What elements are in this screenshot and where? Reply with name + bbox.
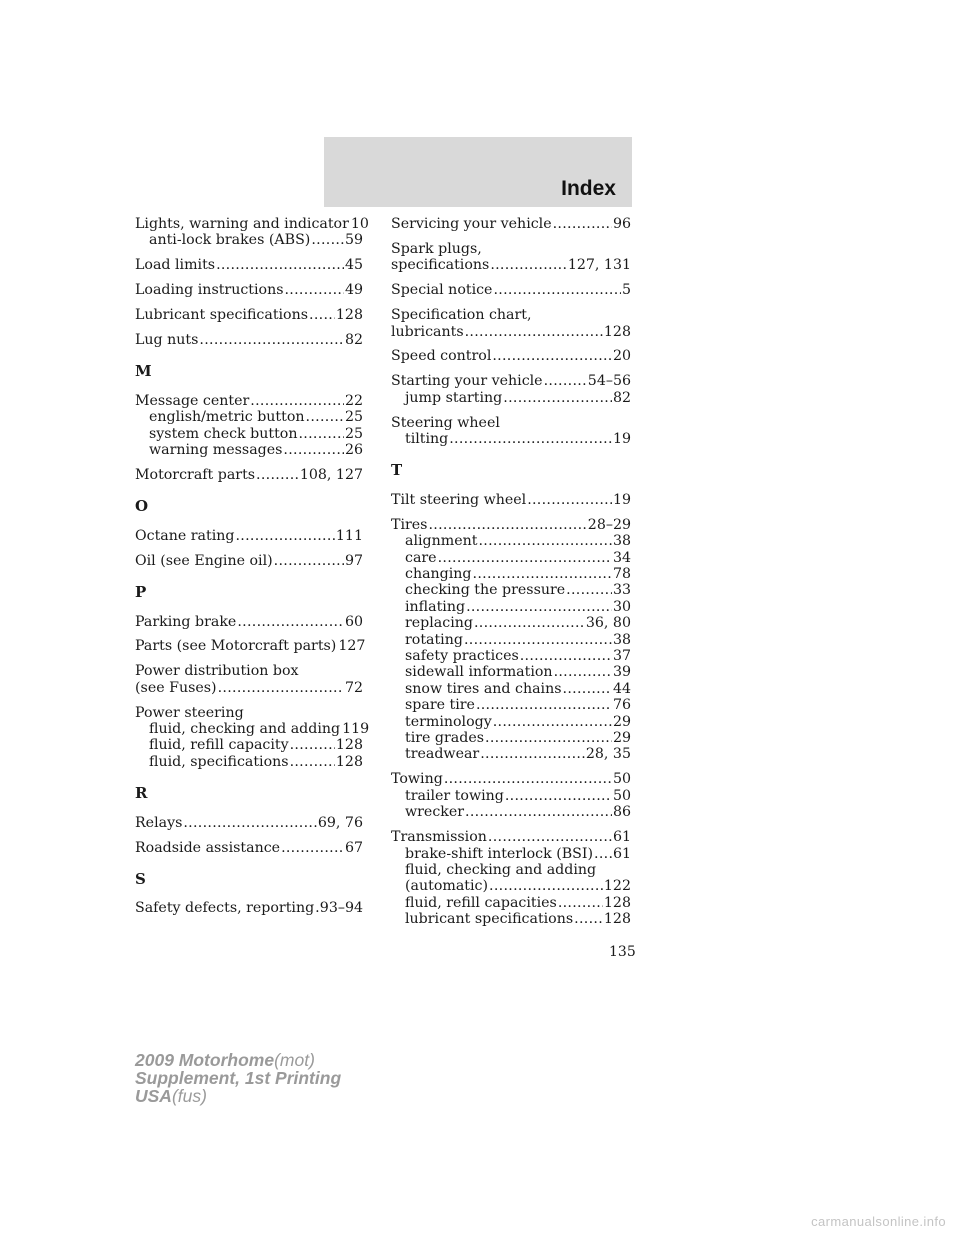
- footer-edition: Supplement, 1st Printing: [135, 1068, 342, 1088]
- index-pages: 39: [612, 664, 631, 681]
- index-heading: Spark plugs,: [391, 240, 482, 257]
- dot-leader: [256, 467, 299, 483]
- index-subentry: [391, 431, 631, 447]
- index-term: Lights, warning and indicator: [135, 216, 349, 232]
- index-entry: [135, 307, 363, 323]
- index-entry: [135, 257, 363, 273]
- index-subentry: [391, 714, 631, 730]
- index-pages: 96: [612, 216, 631, 232]
- index-subentry: [391, 566, 631, 582]
- section-letter: R: [135, 784, 148, 803]
- index-pages: 45: [344, 257, 363, 274]
- index-entry: [391, 771, 631, 787]
- index-pages: 29: [612, 730, 631, 747]
- index-pages: 127, 131: [567, 257, 631, 274]
- index-term: trailer towing: [405, 787, 504, 804]
- index-entry: [391, 324, 631, 340]
- index-term: care: [405, 549, 437, 566]
- index-subentry: [391, 533, 631, 549]
- index-pages: 69, 76: [317, 814, 363, 831]
- index-entry: [135, 614, 363, 630]
- index-term: Towing: [391, 771, 443, 788]
- index-term: inflating: [405, 598, 466, 615]
- index-term: lubricant specifications: [405, 911, 574, 928]
- index-subentry: [391, 878, 631, 894]
- index-entry: [135, 900, 363, 916]
- index-subentry: [391, 550, 631, 566]
- index-pages: 122: [603, 878, 631, 895]
- index-pages: 26: [344, 442, 363, 459]
- index-term: Parking brake: [135, 613, 237, 630]
- index-pages: 127: [338, 638, 366, 655]
- dot-leader: [466, 599, 612, 615]
- dot-leader: [290, 737, 335, 753]
- dot-leader: [485, 730, 612, 746]
- index-pages: 72: [344, 679, 363, 696]
- index-term: fluid, refill capacity: [149, 737, 289, 754]
- footer-model: 2009 Motorhome: [135, 1050, 275, 1070]
- index-term: Load limits: [135, 257, 216, 274]
- index-pages: 61: [612, 829, 631, 846]
- index-pages: 128: [603, 323, 631, 340]
- dot-leader: [285, 282, 344, 298]
- index-entry: [391, 829, 631, 845]
- index-subentry: [391, 632, 631, 648]
- index-entry: [135, 332, 363, 348]
- index-term: Safety defects, reporting: [135, 900, 315, 917]
- index-heading: Power steering: [135, 704, 244, 721]
- index-entry: [135, 216, 369, 232]
- index-subentry: [391, 582, 631, 598]
- index-entry: [391, 517, 631, 533]
- index-pages: 60: [344, 613, 363, 630]
- index-entry: [391, 216, 631, 232]
- index-subentry: [135, 721, 370, 738]
- index-term: Speed control: [391, 348, 492, 365]
- index-term: Oil (see Engine oil): [135, 552, 273, 569]
- index-entry: [391, 348, 631, 364]
- index-heading: fluid, checking and adding: [405, 861, 597, 878]
- index-term: anti-lock brakes (ABS): [149, 232, 311, 249]
- index-pages: 19: [612, 491, 631, 508]
- dot-leader: [274, 553, 344, 569]
- index-entry: [391, 492, 631, 508]
- dot-leader: [183, 815, 316, 831]
- dot-leader: [478, 533, 611, 549]
- index-pages: 5: [621, 282, 631, 299]
- index-pages: 128: [335, 737, 363, 754]
- index-pages: 119: [342, 721, 370, 738]
- index-entry: [391, 282, 631, 298]
- dot-leader: [199, 332, 344, 348]
- index-term: jump starting: [405, 389, 503, 406]
- index-pages: 30: [612, 598, 631, 615]
- index-entry: [135, 528, 363, 544]
- index-subentry: [391, 895, 631, 911]
- index-entry: [135, 815, 363, 831]
- index-term: (see Fuses): [135, 679, 217, 696]
- index-pages: 38: [612, 631, 631, 648]
- index-term: fluid, specifications: [149, 753, 289, 770]
- index-pages: 36, 80: [585, 615, 631, 632]
- dot-leader: [492, 348, 612, 364]
- dot-leader: [235, 528, 334, 544]
- index-term: Tires: [391, 516, 428, 533]
- index-term: Relays: [135, 814, 183, 831]
- dot-leader: [520, 648, 612, 664]
- dot-leader: [465, 804, 612, 820]
- index-pages: 61: [612, 845, 631, 862]
- index-pages: 86: [612, 804, 631, 821]
- dot-leader: [527, 492, 612, 508]
- index-term: changing: [405, 566, 472, 582]
- index-subentry: [391, 681, 631, 697]
- dot-leader: [490, 257, 567, 273]
- index-term: brake-shift interlock (BSI): [405, 845, 594, 862]
- dot-leader: [290, 754, 335, 770]
- index-term: snow tires and chains: [405, 680, 562, 697]
- dot-leader: [309, 307, 335, 323]
- index-term: english/metric button: [149, 409, 305, 426]
- index-subentry: [391, 664, 631, 680]
- dot-leader: [444, 771, 612, 787]
- index-pages: 38: [612, 533, 631, 550]
- index-subentry: [135, 426, 363, 442]
- index-term: Loading instructions: [135, 282, 284, 299]
- dot-leader: [594, 846, 612, 862]
- index-term: terminology: [405, 713, 492, 730]
- dot-leader: [428, 517, 586, 533]
- index-pages: 33: [612, 582, 631, 599]
- index-term: fluid, checking and adding: [149, 721, 341, 738]
- index-pages: 25: [344, 425, 363, 442]
- dot-leader: [449, 431, 612, 447]
- index-heading: Power distribution box: [135, 663, 299, 680]
- index-entry: [135, 680, 363, 696]
- index-subentry: [391, 746, 631, 762]
- index-term: Motorcraft parts: [135, 466, 256, 483]
- index-term: Parts (see Motorcraft parts): [135, 638, 337, 655]
- index-pages: 54–56: [587, 373, 631, 390]
- index-term: wrecker: [405, 804, 465, 821]
- index-pages: 49: [344, 282, 363, 299]
- dot-leader: [306, 409, 344, 425]
- index-pages: 28, 35: [585, 746, 631, 763]
- index-term: warning messages: [149, 442, 283, 459]
- dot-leader: [465, 324, 603, 340]
- index-pages: 50: [612, 771, 631, 788]
- index-term: spare tire: [405, 697, 475, 714]
- index-pages: 20: [612, 348, 631, 365]
- dot-leader: [503, 390, 612, 406]
- index-pages: 37: [612, 648, 631, 665]
- dot-leader: [237, 614, 344, 630]
- index-pages: 50: [612, 787, 631, 804]
- index-pages: 25: [344, 409, 363, 426]
- dot-leader: [554, 664, 612, 680]
- index-subentry: [391, 615, 631, 631]
- dot-leader: [473, 566, 612, 582]
- index-subentry: [391, 846, 631, 862]
- dot-leader: [493, 714, 612, 730]
- dot-leader: [544, 373, 587, 389]
- dot-leader: [281, 840, 344, 856]
- index-term: system check button: [149, 425, 298, 442]
- dot-leader: [493, 282, 621, 298]
- footer: [135, 1051, 341, 1105]
- index-term: Roadside assistance: [135, 839, 281, 856]
- index-pages: 78: [612, 566, 631, 582]
- index-subentry: [391, 648, 631, 664]
- dot-leader: [474, 615, 585, 631]
- index-term: tire grades: [405, 730, 485, 747]
- dot-leader: [574, 911, 603, 927]
- footer-market: USA: [135, 1086, 172, 1106]
- dot-leader: [558, 895, 603, 911]
- index-heading: Specification chart,: [391, 307, 532, 324]
- index-subentry: [391, 788, 631, 804]
- index-entry: [135, 553, 363, 569]
- index-term: Message center: [135, 392, 250, 409]
- index-subentry: [135, 232, 363, 248]
- index-pages: 19: [612, 431, 631, 448]
- index-term: Tilt steering wheel: [391, 491, 527, 508]
- index-entry: [135, 282, 363, 298]
- index-term: Special notice: [391, 282, 493, 299]
- section-letter: T: [391, 461, 403, 480]
- dot-leader: [315, 900, 319, 916]
- index-pages: 108, 127: [299, 466, 363, 483]
- dot-leader: [250, 393, 344, 409]
- dot-leader: [311, 232, 344, 248]
- index-entry: [135, 467, 363, 483]
- index-subentry: [135, 754, 363, 770]
- index-pages: 128: [335, 753, 363, 770]
- index-pages: 34: [612, 549, 631, 566]
- index-pages: 10: [350, 216, 369, 232]
- index-pages: 22: [344, 392, 363, 409]
- index-term: tilting: [405, 431, 449, 448]
- section-letter: O: [135, 497, 149, 516]
- footer-market-code: (fus): [171, 1086, 207, 1106]
- index-term: lubricants: [391, 323, 464, 340]
- index-term: Servicing your vehicle: [391, 216, 552, 232]
- index-pages: 128: [603, 911, 631, 928]
- index-pages: 82: [344, 332, 363, 349]
- index-term: (automatic): [405, 878, 489, 895]
- index-pages: 29: [612, 713, 631, 730]
- index-entry: [135, 840, 363, 856]
- index-term: checking the pressure: [405, 582, 566, 599]
- index-term: safety practices: [405, 648, 519, 665]
- index-subentry: [391, 804, 631, 820]
- index-pages: 76: [612, 697, 631, 714]
- dot-leader: [488, 829, 612, 845]
- index-term: rotating: [405, 631, 463, 648]
- index-pages: 111: [335, 527, 363, 544]
- index-subentry: [135, 442, 363, 458]
- dot-leader: [563, 681, 612, 697]
- dot-leader: [553, 216, 612, 232]
- index-pages: 128: [603, 894, 631, 911]
- index-entry: [135, 393, 363, 409]
- index-pages: 59: [344, 232, 363, 249]
- index-subentry: [391, 911, 631, 927]
- index-pages: 128: [335, 307, 363, 324]
- watermark: carmanualsonline.info: [811, 1214, 946, 1229]
- index-entry: [391, 373, 631, 389]
- index-term: Octane rating: [135, 527, 235, 544]
- dot-leader: [283, 442, 344, 458]
- dot-leader: [464, 632, 612, 648]
- index-term: specifications: [391, 257, 490, 274]
- index-column-left: [135, 216, 370, 917]
- dot-leader: [476, 697, 612, 713]
- section-letter: M: [135, 362, 152, 381]
- index-term: replacing: [405, 615, 473, 632]
- index-term: Lug nuts: [135, 332, 199, 349]
- dot-leader: [480, 746, 585, 762]
- section-letter: P: [135, 583, 147, 602]
- index-subentry: [135, 409, 363, 425]
- index-subentry: [391, 599, 631, 615]
- index-pages: 93–94: [319, 900, 363, 917]
- index-heading: Steering wheel: [391, 414, 500, 431]
- index-subentry: [391, 697, 631, 713]
- index-subentry: [391, 390, 631, 406]
- page-title: Index: [561, 177, 616, 200]
- dot-leader: [489, 878, 603, 894]
- dot-leader: [298, 426, 343, 442]
- footer-model-code: (mot): [274, 1050, 315, 1070]
- index-term: Starting your vehicle: [391, 373, 543, 390]
- dot-leader: [218, 680, 344, 696]
- index-term: treadwear: [405, 746, 480, 763]
- header-band: [324, 137, 632, 207]
- index-pages: 28–29: [587, 516, 631, 533]
- index-subentry: [391, 730, 631, 746]
- dot-leader: [216, 257, 344, 273]
- index-pages: 67: [344, 839, 363, 856]
- index-term: Lubricant specifications: [135, 307, 309, 324]
- page-number: 135: [609, 944, 636, 960]
- section-letter: S: [135, 869, 146, 888]
- dot-leader: [505, 788, 612, 804]
- index-entry: [135, 638, 366, 655]
- dot-leader: [438, 550, 612, 566]
- index-subentry: [135, 737, 363, 753]
- index-entry: [391, 257, 631, 273]
- index-column-right: [391, 216, 631, 928]
- index-term: fluid, refill capacities: [405, 894, 557, 911]
- index-pages: 44: [612, 680, 631, 697]
- index-term: alignment: [405, 533, 478, 550]
- index-pages: 97: [344, 552, 363, 569]
- index-pages: 82: [612, 389, 631, 406]
- dot-leader: [566, 582, 612, 598]
- index-term: Transmission: [391, 829, 487, 846]
- index-term: sidewall information: [405, 664, 553, 681]
